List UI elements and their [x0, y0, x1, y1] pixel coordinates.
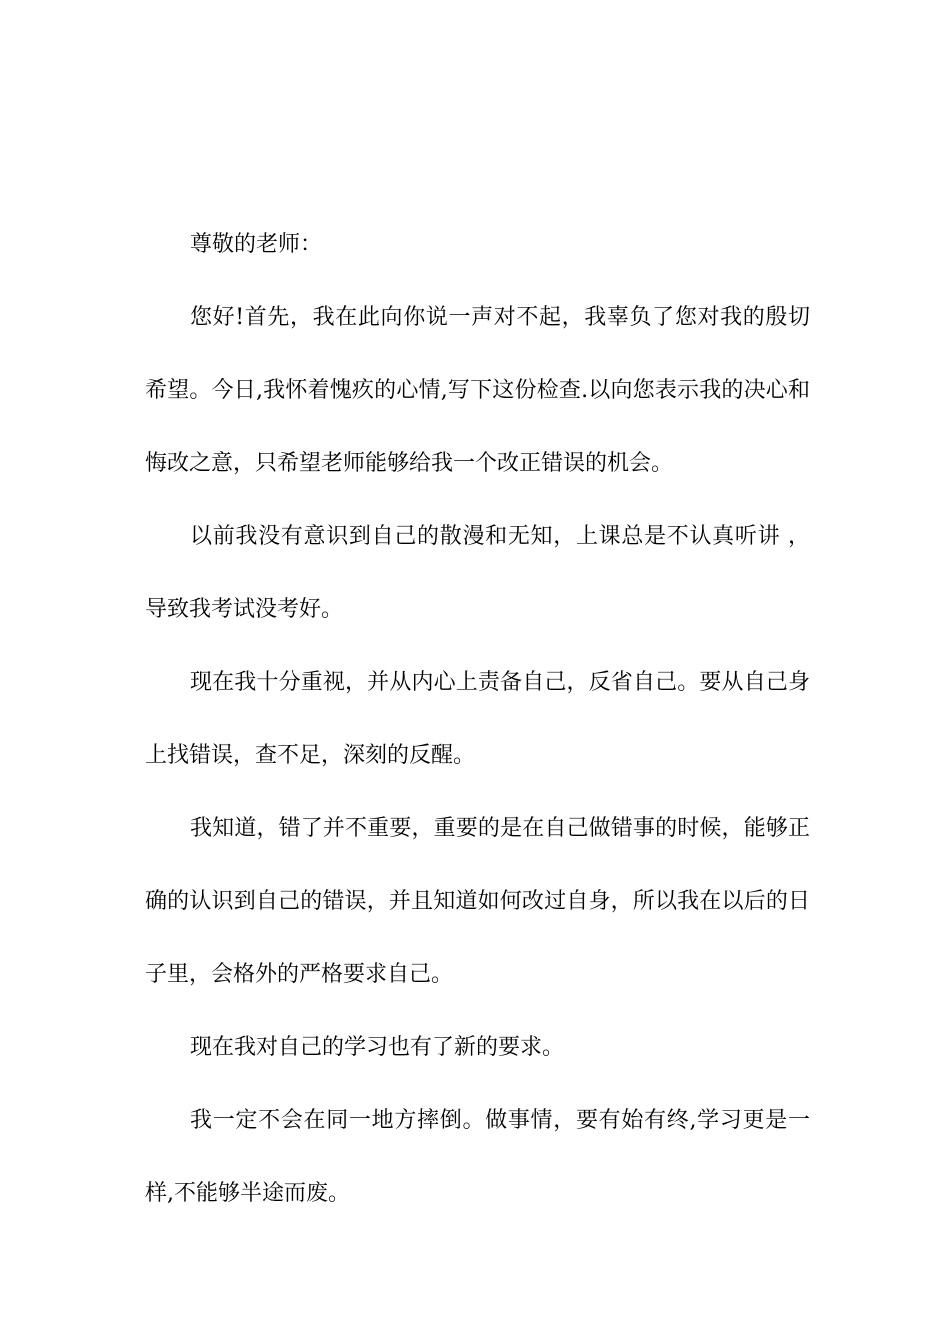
letter-body — [145, 208, 810, 1230]
paragraph-commitment: 我一定不会在同一地方摔倒。做事情，要有始有终,学习更是一样,不能够半途而废。 — [145, 1108, 810, 1206]
paragraph-reflection: 现在我十分重视，并从内心上责备自己，反省自己。要从自己身上找错误，查不足，深刻的反醒。 — [145, 670, 810, 768]
salutation: 尊敬的老师： — [190, 232, 323, 257]
paragraph-apology: 您好!首先，我在此向你说一声对不起，我辜负了您对我的殷切希望。今日,我怀着愧疚的心情,写下这份检查.以向您表示我的决心和悔改之意，只希望老师能够给我一个改正错误的机会。 — [145, 305, 810, 476]
paragraph-past: 以前我没有意识到自己的散漫和无知，上课总是不认真听讲 ，导致我考试没考好。 — [145, 524, 810, 622]
paragraph-new-requirements: 现在我对自己的学习也有了新的要求。 — [190, 1035, 565, 1060]
paragraph-realization: 我知道，错了并不重要，重要的是在自己做错事的时候，能够正确的认识到自己的错误，并且知道如何改过自身，所以我在以后的日子里，会格外的严格要求自己。 — [145, 816, 810, 987]
